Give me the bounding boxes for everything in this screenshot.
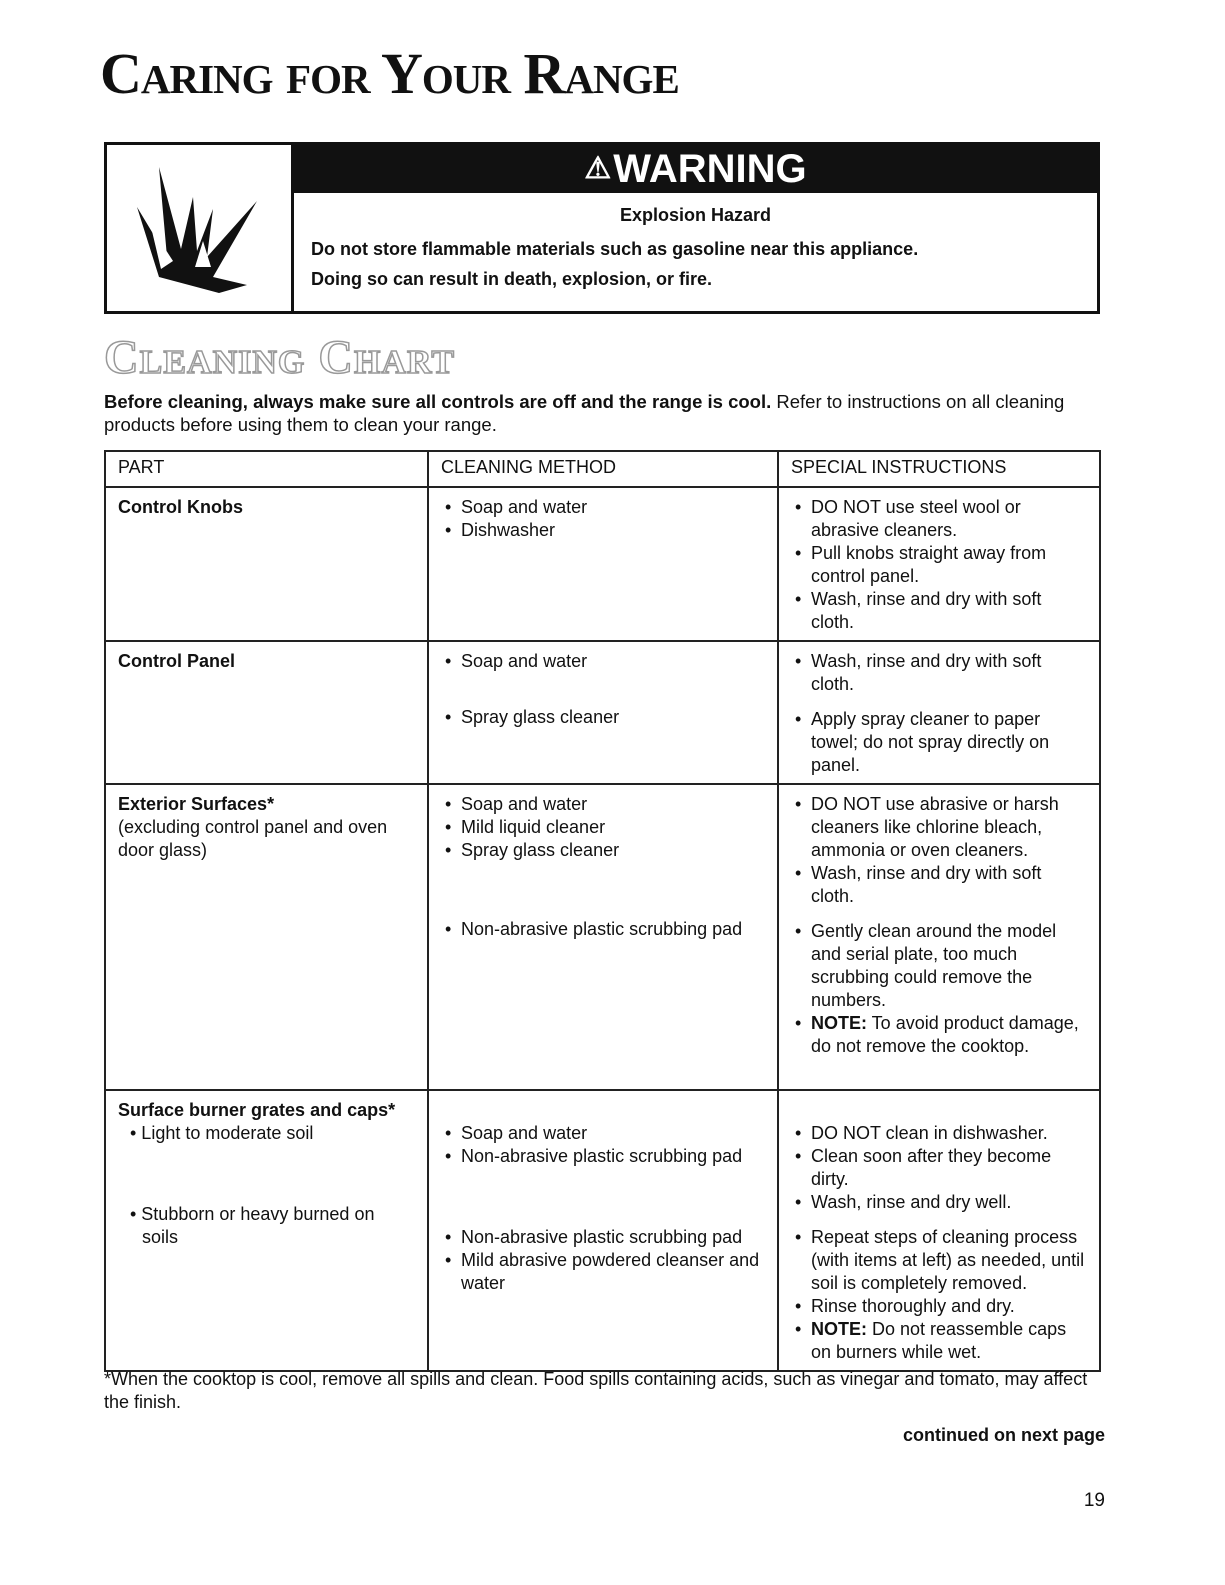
list-item: • DO NOT use steel wool or abrasive cleaners. <box>791 496 1087 542</box>
method-list <box>441 1226 765 1295</box>
list-item: • Non-abrasive plastic scrubbing pad <box>441 918 765 941</box>
intro-bold: Before cleaning, always make sure all controls are off and the range is cool. <box>104 391 772 412</box>
list-item: • Mild liquid cleaner <box>441 816 765 839</box>
page-title: Caring for Your Range <box>100 41 679 106</box>
warning-banner <box>294 145 1097 193</box>
part-name: Control Knobs <box>118 497 243 517</box>
method-list <box>441 496 765 542</box>
note-item <box>791 1318 1087 1364</box>
method-list <box>441 793 765 862</box>
warning-triangle-icon: ⚠ <box>584 152 612 185</box>
hazard-line-1: Do not store flammable materials such as gasoline near this appliance. <box>311 239 919 259</box>
warning-box <box>104 142 1100 314</box>
method-list <box>441 918 765 941</box>
instructions-cell <box>778 487 1100 641</box>
list-item: • Non-abrasive plastic scrubbing pad <box>441 1145 765 1168</box>
table-row <box>105 1090 1100 1371</box>
list-item: • Repeat steps of cleaning process (with items at left) as needed, until soil is completely removed. <box>791 1226 1087 1295</box>
continued-label: continued on next page <box>902 1425 1105 1445</box>
part-cell <box>105 641 428 784</box>
list-item: • Wash, rinse and dry with soft cloth. <box>791 862 1087 908</box>
instructions-list <box>791 793 1087 908</box>
section-title: Cleaning Chart <box>104 331 456 384</box>
table-row <box>105 641 1100 784</box>
header-cleaning-method: CLEANING METHOD <box>428 451 778 487</box>
method-cell <box>428 487 778 641</box>
instructions-list <box>791 650 1087 696</box>
list-item: • Clean soon after they become dirty. <box>791 1145 1087 1191</box>
method-cell <box>428 641 778 784</box>
list-item: • Wash, rinse and dry with soft cloth. <box>791 650 1087 696</box>
intro-text <box>104 390 1084 436</box>
list-item: • Apply spray cleaner to paper towel; do not spray directly on panel. <box>791 708 1087 777</box>
instructions-list <box>791 1226 1087 1364</box>
list-item: • Wash, rinse and dry with soft cloth. <box>791 588 1087 634</box>
hazard-title: Explosion Hazard <box>619 205 772 225</box>
note-label: NOTE: <box>811 1319 867 1339</box>
page-number: 19 <box>1083 1490 1105 1511</box>
list-item: • Rinse thoroughly and dry. <box>791 1295 1087 1318</box>
warning-banner-text: WARNING <box>613 147 807 191</box>
cleaning-chart-table <box>104 450 1101 1372</box>
hazard-line-2: Doing so can result in death, explosion, or fire. <box>311 269 713 289</box>
note-label: NOTE: <box>811 1013 867 1033</box>
list-item: • Soap and water <box>441 496 765 519</box>
instructions-cell <box>778 641 1100 784</box>
list-item: • Gently clean around the model and serial plate, too much scrubbing could remove the numbers. <box>791 920 1087 1012</box>
header-special-instructions: SPECIAL INSTRUCTIONS <box>778 451 1100 487</box>
list-item: • DO NOT use abrasive or harsh cleaners like chlorine bleach, ammonia or oven cleaners. <box>791 793 1087 862</box>
part-cell <box>105 1090 428 1371</box>
intro-rest: Refer to instructions on all cleaning products before using them to clean your range. <box>104 391 1065 435</box>
instructions-cell <box>778 1090 1100 1371</box>
note-text: Do not reassemble caps on burners while wet. <box>811 1319 1067 1362</box>
instructions-list <box>791 708 1087 777</box>
part-name: Surface burner grates and caps* <box>118 1100 396 1120</box>
note-text: To avoid product damage, do not remove the cooktop. <box>811 1013 1079 1056</box>
part-name: Exterior Surfaces* <box>118 794 275 814</box>
method-list <box>441 650 765 673</box>
footnote: *When the cooktop is cool, remove all spills and clean. Food spills containing acids, such as vinegar and tomato, may affect the finish. <box>104 1369 1088 1412</box>
list-item: • Spray glass cleaner <box>441 706 765 729</box>
method-list <box>441 1122 765 1168</box>
list-item: • DO NOT clean in dishwasher. <box>791 1122 1087 1145</box>
list-item: • Dishwasher <box>441 519 765 542</box>
table-row <box>105 487 1100 641</box>
method-list <box>441 706 765 729</box>
list-item: • Soap and water <box>441 650 765 673</box>
table-header-row <box>105 451 1100 487</box>
part-name: Control Panel <box>118 651 236 671</box>
part-cell <box>105 487 428 641</box>
note-item <box>791 1012 1087 1058</box>
list-item: • Non-abrasive plastic scrubbing pad <box>441 1226 765 1249</box>
instructions-list <box>791 1122 1087 1214</box>
method-cell <box>428 1090 778 1371</box>
header-part: PART <box>105 451 428 487</box>
soil-level-light: • Light to moderate soil <box>130 1123 314 1143</box>
list-item: • Spray glass cleaner <box>441 839 765 862</box>
part-note: (excluding control panel and oven door glass) <box>118 817 388 860</box>
list-item: • Mild abrasive powdered cleanser and water <box>441 1249 765 1295</box>
part-cell <box>105 784 428 1090</box>
instructions-list <box>791 496 1087 634</box>
instructions-cell <box>778 784 1100 1090</box>
table-row <box>105 784 1100 1090</box>
list-item: • Soap and water <box>441 1122 765 1145</box>
soil-level-stubborn: • Stubborn or heavy burned on soils <box>130 1204 375 1247</box>
explosion-icon <box>107 145 294 311</box>
list-item: • Wash, rinse and dry well. <box>791 1191 1087 1214</box>
instructions-list <box>791 920 1087 1058</box>
method-cell <box>428 784 778 1090</box>
list-item: • Soap and water <box>441 793 765 816</box>
list-item: • Pull knobs straight away from control panel. <box>791 542 1087 588</box>
